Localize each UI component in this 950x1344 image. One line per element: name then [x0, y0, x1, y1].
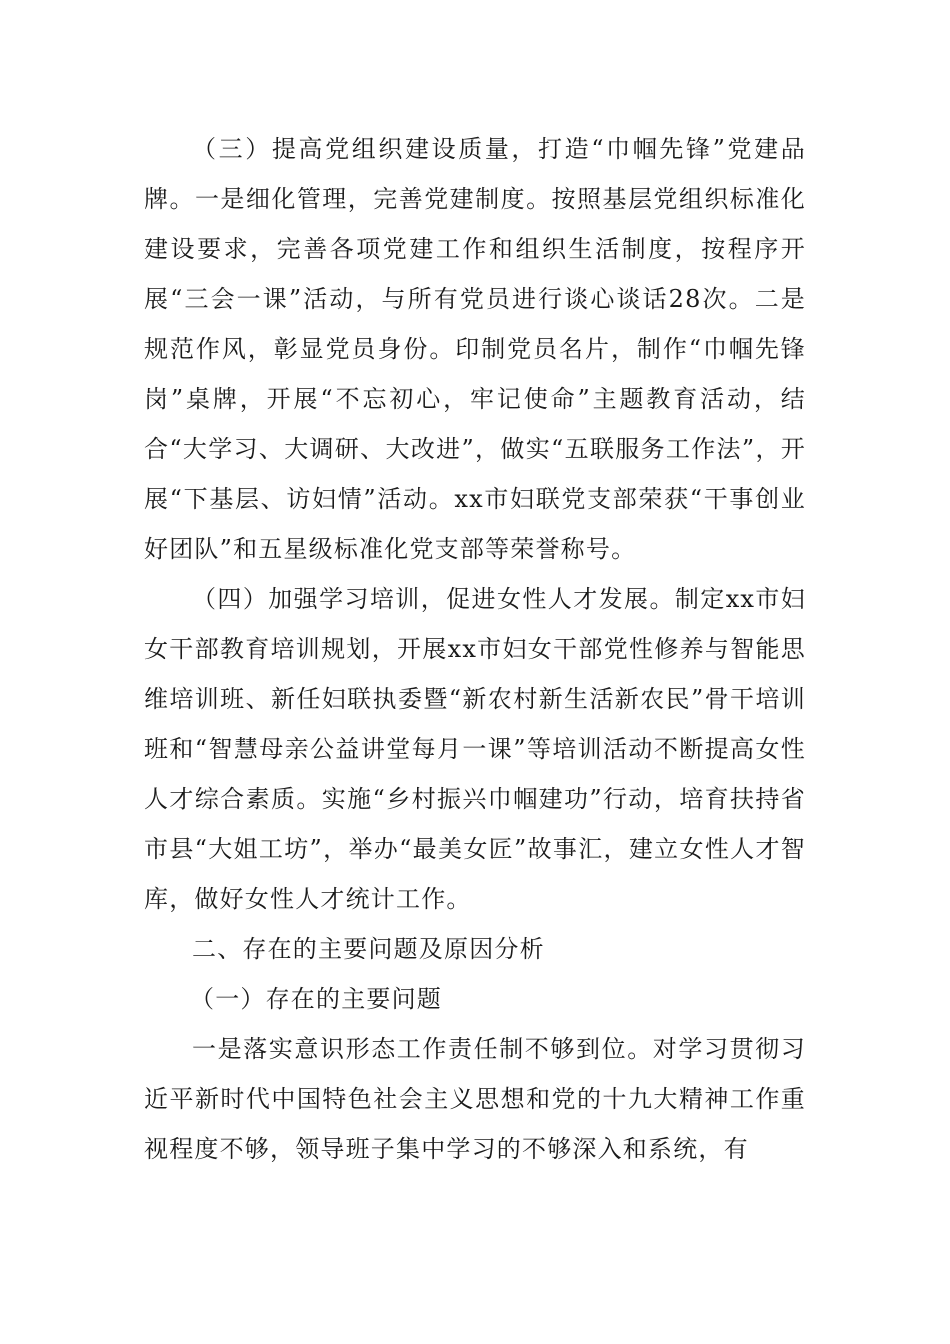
paragraph-training: （四）加强学习培训，促进女性人才发展。制定xx市妇女干部教育培训规划，开展xx市妇女干部党性修养与智能思维培训班、新任妇联执委暨“新农村新生活新农民”骨干培训班和“智慧母亲公益讲堂每月一课”等培训活动不断提高女性人才综合素质。实施“乡村振兴巾帼建功”行动，培育扶持省市县“大姐工坊”，举办“最美女匠”故事汇，建立女性人才智库，做好女性人才统计工作。 [144, 585, 806, 913]
subsection-heading: （一）存在的主要问题 [190, 985, 442, 1013]
document-body [144, 124, 806, 1174]
paragraph-party-building: （三）提高党组织建设质量，打造“巾帼先锋”党建品牌。一是细化管理，完善党建制度。按照基层党组织标准化建设要求，完善各项党建工作和组织生活制度，按程序开展“三会一课”活动，与所有党员进行谈心谈话28次。二是规范作风，彰显党员身份。印制党员名片，制作“巾帼先锋岗”桌牌，开展“不忘初心，牢记使命”主题教育活动，结合“大学习、大调研、大改进”，做实“五联服务工作法”，开展“下基层、访妇情”活动。xx市妇联党支部荣获“干事创业好团队”和五星级标准化党支部等荣誉称号。 [144, 135, 806, 563]
section-heading: 二、存在的主要问题及原因分析 [192, 935, 545, 963]
paragraph-problem-one: 一是落实意识形态工作责任制不够到位。对学习贯彻习近平新时代中国特色社会主义思想和党的十九大精神工作重视程度不够，领导班子集中学习的不够深入和系统，有 [144, 1035, 806, 1163]
